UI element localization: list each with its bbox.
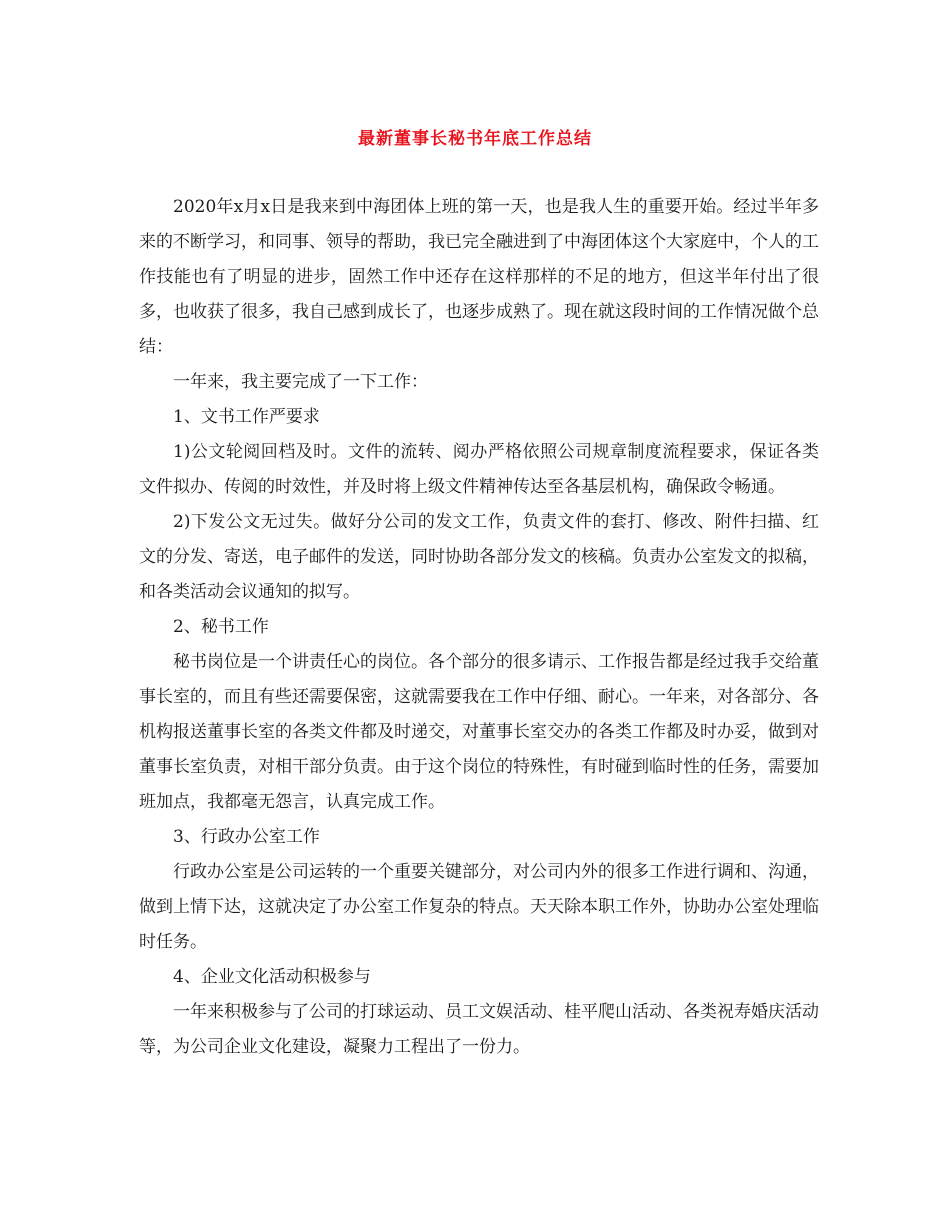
paragraph-2: 秘书岗位是一个讲责任心的岗位。各个部分的很多请示、工作报告都是经过我手交给董事长室的，而且有些还需要保密，这就需要我在工作中仔细、耐心。一年来，对各部分、各机构报送董事长室的各类文件都及时递交，对董事长室交办的各类工作都及时办妥，做到对董事长室负责，对相干部分负责。由于这个岗位的特殊性，有时碰到临时性的任务，需要加班加点，我都毫无怨言，认真完成工作。 <box>139 652 819 812</box>
paragraph-summary-lead: 一年来，我主要完成了一下工作： <box>173 372 428 392</box>
paragraph-4: 一年来积极参与了公司的打球运动、员工文娱活动、桂平爬山活动、各类祝寿婚庆活动等，为公司企业文化建设，凝聚力工程出了一份力。 <box>139 1002 819 1057</box>
section-heading-3: 3、行政办公室工作 <box>173 827 320 847</box>
document-body <box>139 190 819 1065</box>
paragraph-1-2: 2)下发公文无过失。做好分公司的发文工作，负责文件的套打、修改、附件扫描、红文的分发、寄送，电子邮件的发送，同时协助各部分发文的核稿。负责办公室发文的拟稿，和各类活动会议通知的拟写。 <box>139 512 819 602</box>
paragraph-intro: 2020年x月x日是我来到中海团体上班的第一天，也是我人生的重要开始。经过半年多来的不断学习，和同事、领导的帮助，我已完全融进到了中海团体这个大家庭中，个人的工作技能也有了明显的进步，固然工作中还存在这样那样的不足的地方，但这半年付出了很多，也收获了很多，我自己感到成长了，也逐步成熟了。现在就这段时间的工作情况做个总结： <box>139 197 819 357</box>
section-heading-4: 4、企业文化活动积极参与 <box>173 967 371 987</box>
document-title: 最新董事长秘书年底工作总结 <box>358 129 592 149</box>
paragraph-3: 行政办公室是公司运转的一个重要关键部分，对公司内外的很多工作进行调和、沟通，做到上情下达，这就决定了办公室工作复杂的特点。天天除本职工作外，协助办公室处理临时任务。 <box>139 862 819 952</box>
paragraph-1-1: 1)公文轮阅回档及时。文件的流转、阅办严格依照公司规章制度流程要求，保证各类文件拟办、传阅的时效性，并及时将上级文件精神传达至各基层机构，确保政令畅通。 <box>139 442 819 497</box>
section-heading-1: 1、文书工作严要求 <box>173 407 320 427</box>
section-heading-2: 2、秘书工作 <box>173 617 269 637</box>
